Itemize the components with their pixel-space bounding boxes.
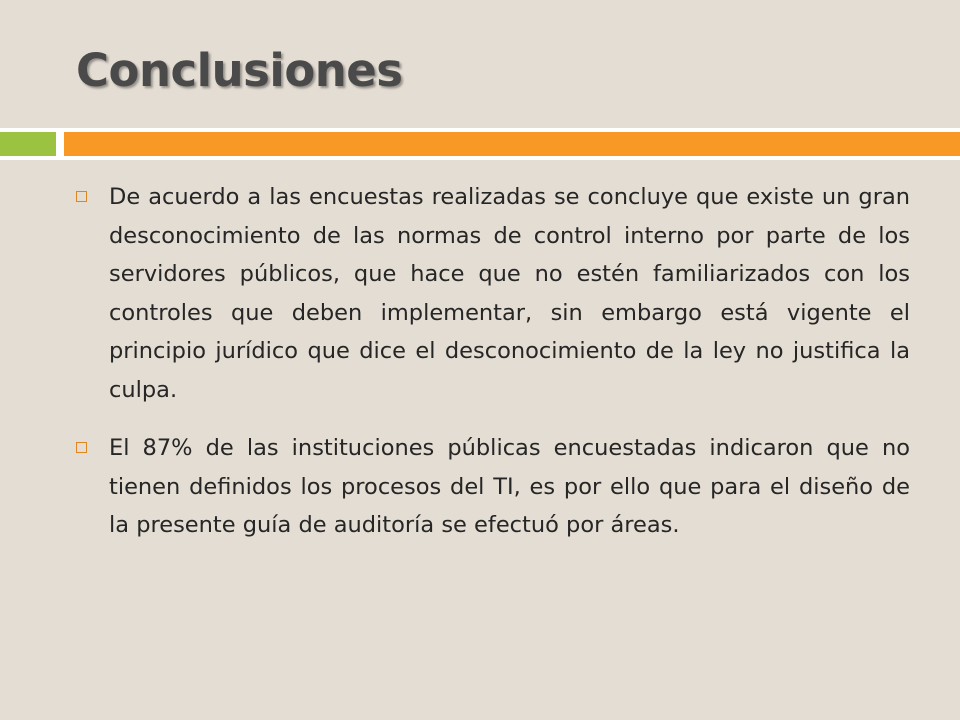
- divider-green-segment: [0, 132, 56, 156]
- square-bullet-icon: [76, 442, 87, 453]
- bullet-text: El 87% de las instituciones públicas encuestadas indicaron que no tienen definidos los procesos del TI, es por ello que para el diseño de la presente guía de auditoría se efectuó por áreas.: [109, 435, 910, 538]
- bullet-text: De acuerdo a las encuestas realizadas se concluye que existe un gran desconocimiento de las normas de control interno por parte de los servidores públicos, que hace que no estén familiarizados con los controles que deben implementar, sin embargo está vigente el principio jurídico que dice el desconocimiento de la ley no justifica la culpa.: [109, 184, 910, 403]
- list-item: [76, 178, 910, 409]
- divider-orange-segment: [64, 132, 960, 156]
- bullet-list: [76, 178, 910, 565]
- list-item: [76, 429, 910, 545]
- slide-title: Conclusiones: [76, 44, 403, 97]
- square-bullet-icon: [76, 191, 87, 202]
